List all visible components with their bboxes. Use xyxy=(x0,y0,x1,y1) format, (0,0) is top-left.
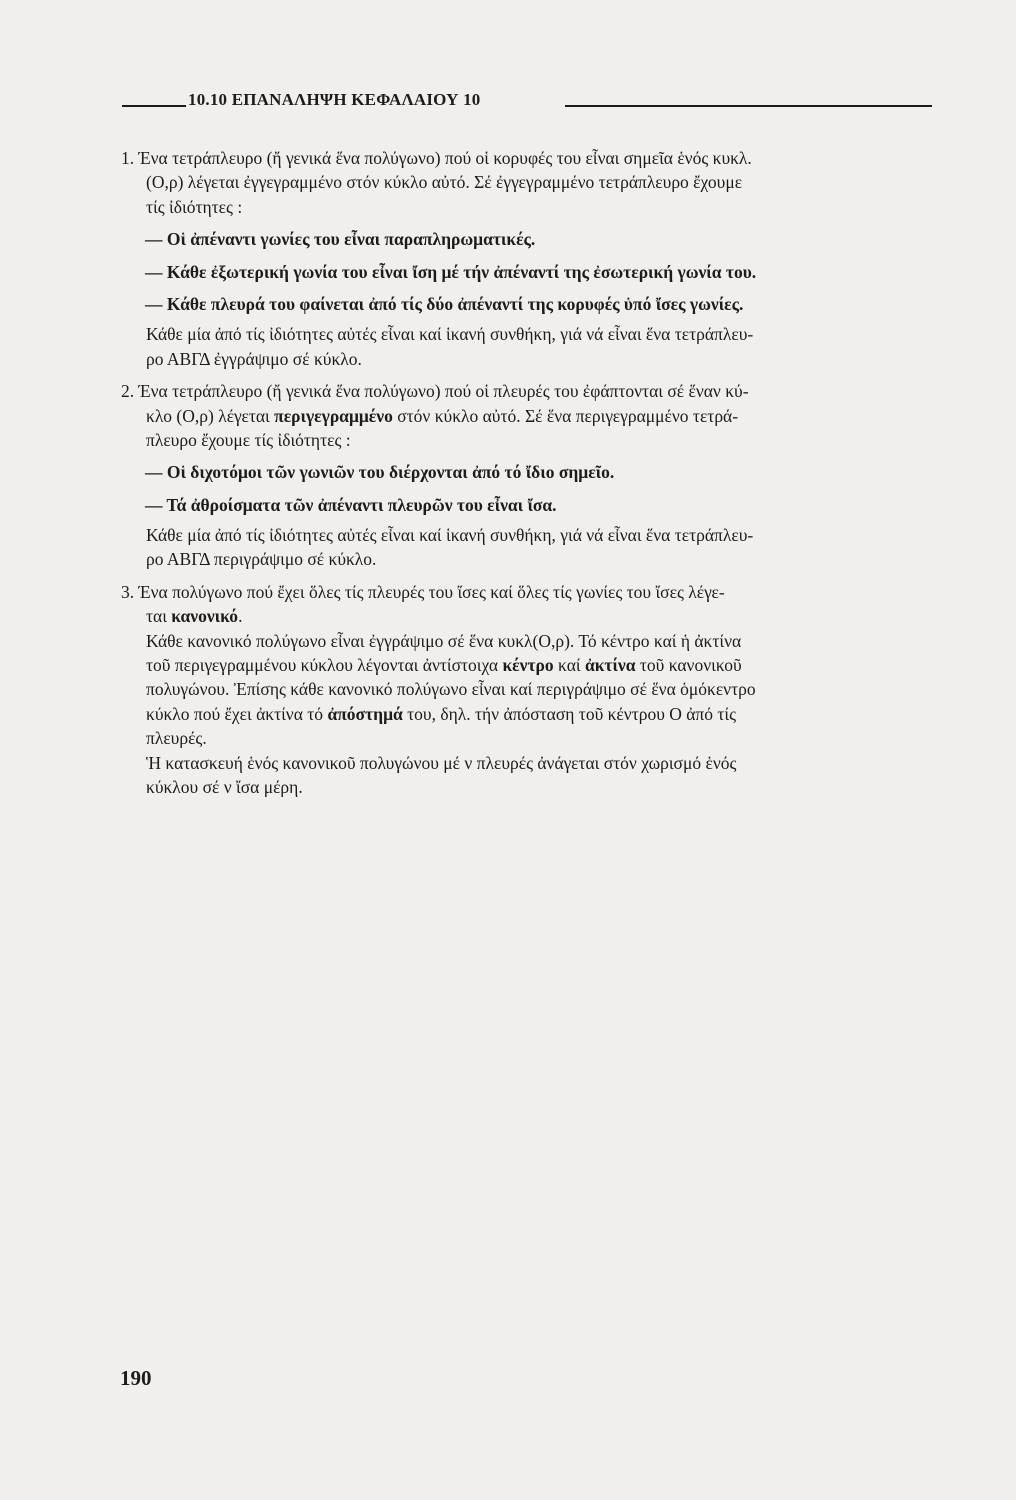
item-3-line: κύκλου σέ ν ἴσα μέρη. xyxy=(146,776,303,797)
item-3-line: τοῦ περιγεγραμμένου κύκλου λέγονται ἀντίστοιχα κέντρο καί ἀκτίνα τοῦ κανονικοῦ xyxy=(146,655,742,676)
item-2-line: 2. Ένα τετράπλευρο (ἤ γενικά ἕνα πολύγωνο) πού οἱ πλευρές του ἐφάπτονται σέ ἕναν κύ- xyxy=(121,381,749,402)
header-rule-left xyxy=(122,105,186,107)
property-circumscribed-1: — Οἱ διχοτόμοι τῶν γωνιῶν του διέρχονται ἀπό τό ἴδιο σημεῖο. xyxy=(145,462,615,483)
header-title: 10.10 ΕΠΑΝΑΛΗΨΗ ΚΕΦΑΛΑΙΟΥ 10 xyxy=(188,90,481,109)
item-1-line: ρο ΑΒΓΔ ἐγγράψιμο σέ κύκλο. xyxy=(146,348,362,369)
review-item-1 xyxy=(121,146,933,371)
item-3-line: πλευρές. xyxy=(146,728,207,749)
review-item-2 xyxy=(121,379,933,572)
chapter-review-text xyxy=(121,146,933,799)
item-1-line: Κάθε μία ἀπό τίς ἰδιότητες αὐτές εἶναι καί ἱκανή συνθήκη, γιά νά εἶναι ἕνα τετράπλευ- xyxy=(146,324,754,345)
running-header xyxy=(122,88,932,114)
item-3-line: Κάθε κανονικό πολύγωνο εἶναι ἐγγράψιμο σέ ἕνα κυκλ(O,ρ). Τό κέντρο καί ἡ ἀκτίνα xyxy=(146,630,742,651)
item-3-line: Ἡ κατασκευή ἑνός κανονικοῦ πολυγώνου μέ ν πλευρές ἀνάγεται στόν χωρισμό ἑνός xyxy=(146,752,737,773)
item-1-line: τίς ἰδιότητες : xyxy=(146,196,243,217)
item-1-line: 1. Ένα τετράπλευρο (ἤ γενικά ἕνα πολύγωνο) πού οἱ κορυφές του εἶναι σημεῖα ἑνός κυκλ. xyxy=(121,148,752,168)
header-rule-right xyxy=(565,105,932,107)
item-3-line: πολυγώνου. Ἐπίσης κάθε κανονικό πολύγωνο εἶναι καί περιγράψιμο σέ ἕνα ὁμόκεντρο xyxy=(146,679,756,700)
item-2-line: Κάθε μία ἀπό τίς ἰδιότητες αὐτές εἶναι καί ἱκανή συνθήκη, γιά νά εἶναι ἕνα τετράπλευ- xyxy=(146,525,754,546)
page-number: 190 xyxy=(120,1366,152,1390)
item-3-line: ται κανονικό. xyxy=(146,606,243,627)
item-2-line: ρο ΑΒΓΔ περιγράψιμο σέ κύκλο. xyxy=(146,549,377,570)
property-inscribed-1: — Οἱ ἀπέναντι γωνίες του εἶναι παραπληρωματικές. xyxy=(145,229,536,250)
item-2-line: πλευρο ἔχουμε τίς ἰδιότητες : xyxy=(146,429,351,450)
item-1-line: (O,ρ) λέγεται ἐγγεγραμμένο στόν κύκλο αὐτό. Σέ ἐγγεγραμμένο τετράπλευρο ἔχουμε xyxy=(146,172,743,193)
property-inscribed-3: — Κάθε πλευρά του φαίνεται ἀπό τίς δύο ἀπέναντί της κορυφές ὑπό ἴσες γωνίες. xyxy=(145,293,744,314)
property-circumscribed-2: — Τά ἀθροίσματα τῶν ἀπέναντι πλευρῶν του εἶναι ἴσα. xyxy=(145,494,557,515)
item-3-line: κύκλο πού ἔχει ἀκτίνα τό ἀπόστημά του, δηλ. τήν ἀπόσταση τοῦ κέντρου O ἀπό τίς xyxy=(146,703,737,724)
review-item-3 xyxy=(121,580,933,800)
item-3-line: 3. Ένα πολύγωνο πού ἔχει ὅλες τίς πλευρές του ἴσες καί ὅλες τίς γωνίες του ἴσες λέγε- xyxy=(121,581,725,602)
item-2-line: κλο (O,ρ) λέγεται περιγεγραμμένο στόν κύκλο αὐτό. Σέ ἕνα περιγεγραμμένο τετρά- xyxy=(146,405,739,426)
property-inscribed-2: — Κάθε ἐξωτερική γωνία του εἶναι ἴση μέ τήν ἀπέναντί της ἐσωτερική γωνία του. xyxy=(145,261,757,282)
